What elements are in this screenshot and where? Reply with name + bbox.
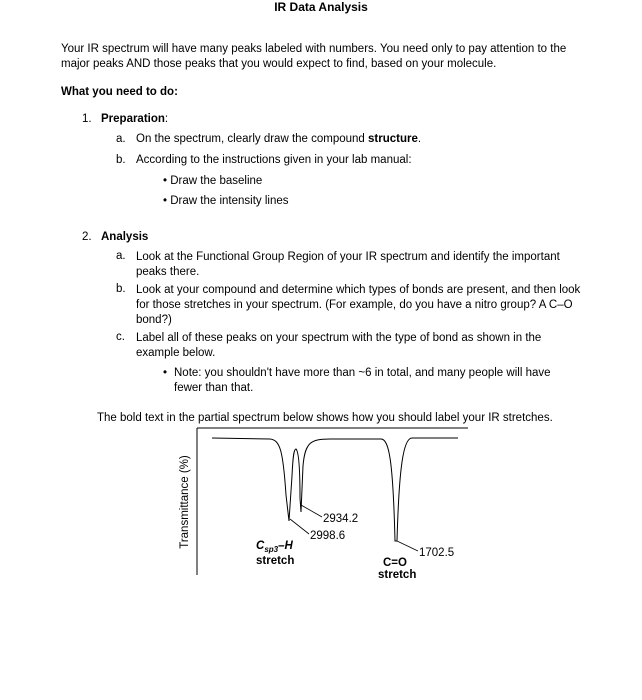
bond-label-end: –H <box>278 540 293 552</box>
bullet-item: • Draw the baseline <box>163 175 263 187</box>
stretch-label: stretch <box>256 555 295 567</box>
peak-leader-line <box>301 505 322 517</box>
bullet-dot: • <box>163 367 168 379</box>
peak-leader-line <box>290 519 309 534</box>
step-number: 2. <box>82 231 92 243</box>
substep-text: Look at your compound and determine which types of bonds are present, and then look for those stretches in your spectrum. (For example, do you have a nitro group? A C–O bond?) <box>136 284 581 326</box>
section-heading: What you need to do: <box>61 86 178 98</box>
note-text: Note: you shouldn't have more than ~6 in total, and many people will have fewer than that. <box>174 367 551 394</box>
peak-label: 1702.5 <box>419 547 455 559</box>
step-title: Analysis <box>101 231 149 243</box>
substep-letter: a. <box>116 133 126 145</box>
peak-leader-line <box>397 541 418 551</box>
page-title: IR Data Analysis <box>274 0 368 14</box>
bond-label-csp3h <box>256 540 294 554</box>
substep-letter: c. <box>116 331 125 343</box>
substep-text-bold: structure <box>368 133 418 145</box>
step-title-text: Preparation <box>101 113 165 125</box>
bullet-item: • Draw the intensity lines <box>163 195 289 207</box>
peak-label: 2998.6 <box>310 530 346 542</box>
y-axis-label: Transmittance (%) <box>179 455 191 549</box>
bond-label-main: C <box>256 540 265 552</box>
substep-letter: b. <box>116 154 126 166</box>
substep-text: According to the instructions given in your lab manual: <box>136 154 412 166</box>
substep-text-end: . <box>417 133 422 145</box>
substep-letter: b. <box>116 283 126 295</box>
step-title-colon: : <box>164 113 169 125</box>
figure-caption: The bold text in the partial spectrum below shows how you should label your IR stretches. <box>97 412 553 424</box>
step-number: 1. <box>82 113 92 125</box>
substep-letter: a. <box>116 250 126 262</box>
peak-label: 2934.2 <box>323 513 359 525</box>
bond-label-co: C=O <box>383 557 407 569</box>
spectrum-trace <box>212 438 458 541</box>
substep-text-start: On the spectrum, clearly draw the compound <box>136 133 369 145</box>
bond-label-subscript: sp3 <box>264 545 279 554</box>
stretch-label: stretch <box>378 569 417 581</box>
substep-text: Label all of these peaks on your spectrum with the type of bond as shown in the example below. <box>136 332 542 359</box>
bullet-text: Draw the intensity lines <box>170 195 289 207</box>
bullet-text: Draw the baseline <box>170 175 263 187</box>
substep-text: Look at the Functional Group Region of your IR spectrum and identify the important peaks there. <box>136 251 560 278</box>
intro-paragraph: Your IR spectrum will have many peaks labeled with numbers. You need only to pay attention to the major peaks AND those peaks that you would expect to find, based on your molecule. <box>61 43 567 70</box>
